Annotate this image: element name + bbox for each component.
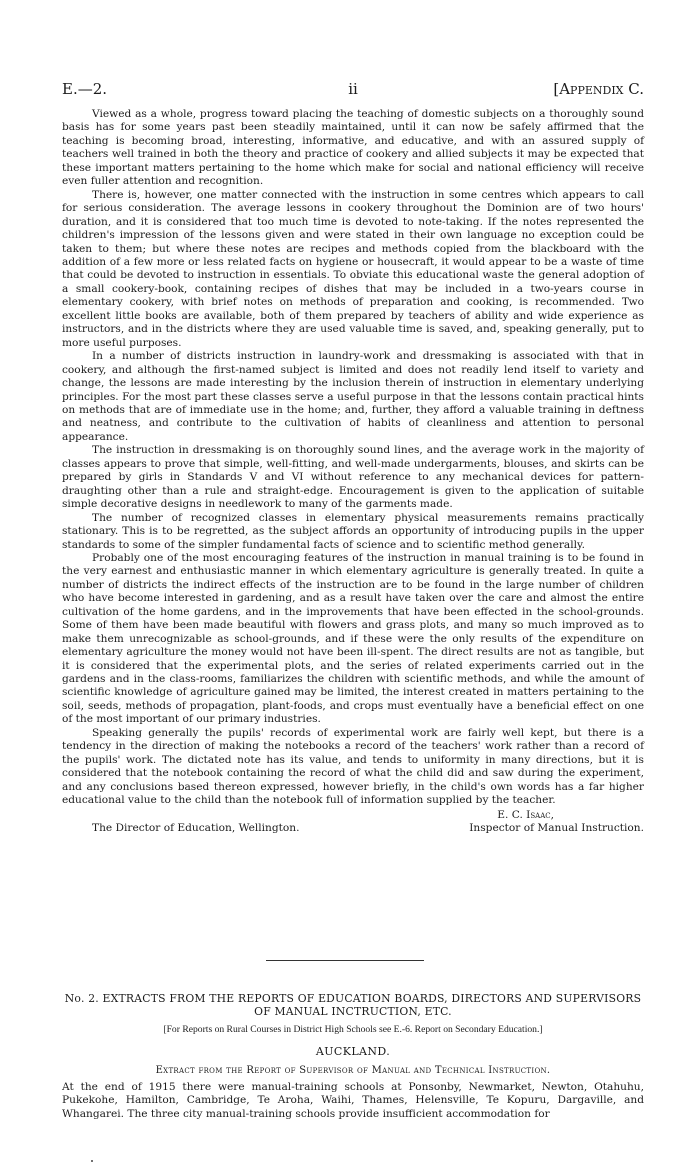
page-header (62, 80, 644, 100)
section-heading: No. 2. EXTRACTS FROM THE REPORTS OF EDUCATION BOARDS, DIRECTORS AND SUPERVISORS OF MANUAL INCTRUCTION, ETC. (64, 992, 642, 1018)
region-heading: AUCKLAND. (315, 1045, 391, 1058)
signatory-title: Inspector of Manual Instruction. (469, 821, 644, 834)
section-divider (266, 960, 424, 961)
header-appendix: [Appendix C. (553, 80, 644, 98)
paragraph: The instruction in dressmaking is on thoroughly sound lines, and the average work in the majority of classes appears to prove that simple, well-fitting, and well-made undergarments, blouses, and skirts can be prepared by girls in Standards V and VI without reference to any mechanical devices for pattern-draughting other than a rule and straight-edge. Encouragement is given to the application of suitable simple decorative designs in needlework to many of the garments made. (62, 444, 644, 511)
header-reference: E.—2. (62, 80, 108, 98)
extract-title: Extract from the Report of Supervisor of Manual and Technical Instruction. (155, 1065, 551, 1076)
section (62, 992, 644, 1121)
print-speck (91, 1160, 93, 1162)
signatory-name: E. C. Isaac, (497, 808, 554, 821)
report-body (62, 108, 644, 836)
paragraph: In a number of districts instruction in laundry-work and dressmaking is associated with that in cookery, and although the first-named subject is limited and does not readily lend itself to variety and change, the lessons are made interesting by the inclusion therein of instruction in elementary underlying principles. For the most part these classes serve a useful purpose in that the lessons contain practical hints on methods that are of immediate use in the home; and, further, they afford a valuable training in deftness and neatness, and contribute to the cultivation of habits of cleanliness and attention to personal appearance. (62, 350, 644, 443)
paragraph: Speaking generally the pupils' records of experimental work are fairly well kept, but there is a tendency in the direction of making the notebooks a record of the teachers' work rather than a record of the pupils' work. The dictated note has its value, and tends to uniformity in many directions, but it is considered that the notebook containing the record of what the child did and saw during the experiment, and any conclusions based thereon expressed, however briefly, in the child's own words has a far higher educational value to the child than the notebook full of information supplied by the teacher. (62, 726, 644, 807)
paragraph: Viewed as a whole, progress toward placing the teaching of domestic subjects on a thoroughly sound basis has for some years past been steadily maintained, until it can now be safely affirmed that the teaching is becoming broad, interesting, informative, and educative, and with an assured supply of teachers well trained in both the theory and practice of cookery and allied subjects it may be expected that these important matters pertaining to the home which make for social and national efficiency will receive even fuller attention and recognition. (62, 108, 644, 188)
paragraph: Probably one of the most encouraging features of the instruction in manual training is to be found in the very earnest and enthusiastic manner in which elementary agriculture is generally treated. In quite a number of districts the indirect effects of the instruction are to be found in the large number of children who have become interested in gardening, and as a result have taken over the care and almost the entire cultivation of the home gardens, and in the improvements that have been effected in the school-grounds. Some of them have been made beautiful with flowers and grass plots, and many so much improved as to make them unrecognizable as school-grounds, and if these were the only results of the expenditure on elementary agriculture the money would not have been ill-spent. The direct results are not as tangible, but it is considered that the experimental plots, and the series of related experiments carried out in the gardens and in the class-rooms, familiarizes the children with scientific methods, and while the amount of scientific knowledge of agriculture gained may be limited, the interest created in matters pertaining to the soil, seeds, methods of propagation, plant-foods, and crops must eventually have a beneficial effect on one of the most important of our primary industries. (62, 551, 644, 726)
paragraph: The number of recognized classes in elementary physical measurements remains practically stationary. This is to be regretted, as the subject affords an opportunity of introducing pupils in the upper standards to some of the simpler fundamental facts of science and to scientific method generally. (62, 511, 644, 551)
paragraph: There is, however, one matter connected with the instruction in some centres which appears to call for serious consideration. The average lessons in cookery throughout the Dominion are of two hours' duration, and it is considered that too much time is devoted to note-taking. If the notes represented the children's impression of the lessons given and were stated in their own language no exception could be taken to them; but where these notes are recipes and methods copied from the blackboard with the addition of a few more or less related facts on hygiene or housecraft, it would appear to be a waste of time that could be devoted to instruction in essentials. To obviate this educational waste the general adoption of a small cookery-book, containing recipes of dishes that may be included in a two-years course in elementary cookery, with brief notes on methods of preparation and cooking, is recommended. Two excellent little books are available, both of them prepared by teachers of ability and wide experience as instructors, and in the districts where they are used valuable time is saved, and, speaking generally, put to more useful purposes. (62, 188, 644, 349)
section-note: [For Reports on Rural Courses in District High Schools see E.-6. Report on Secondary Education.] (163, 1024, 543, 1035)
signature-block (62, 809, 644, 836)
page-number: ii (348, 80, 358, 98)
opening-paragraph: At the end of 1915 there were manual-training schools at Ponsonby, Newmarket, Newton, Otahuhu, Pukekohe, Hamilton, Cambridge, Te Aroha, Waihi, Thames, Helensville, Te Kopuru, Dargaville, and Whangarei. The three city manual-training schools provide insufficient accommodation for (62, 1081, 644, 1120)
addressee: The Director of Education, Wellington. (92, 821, 300, 834)
